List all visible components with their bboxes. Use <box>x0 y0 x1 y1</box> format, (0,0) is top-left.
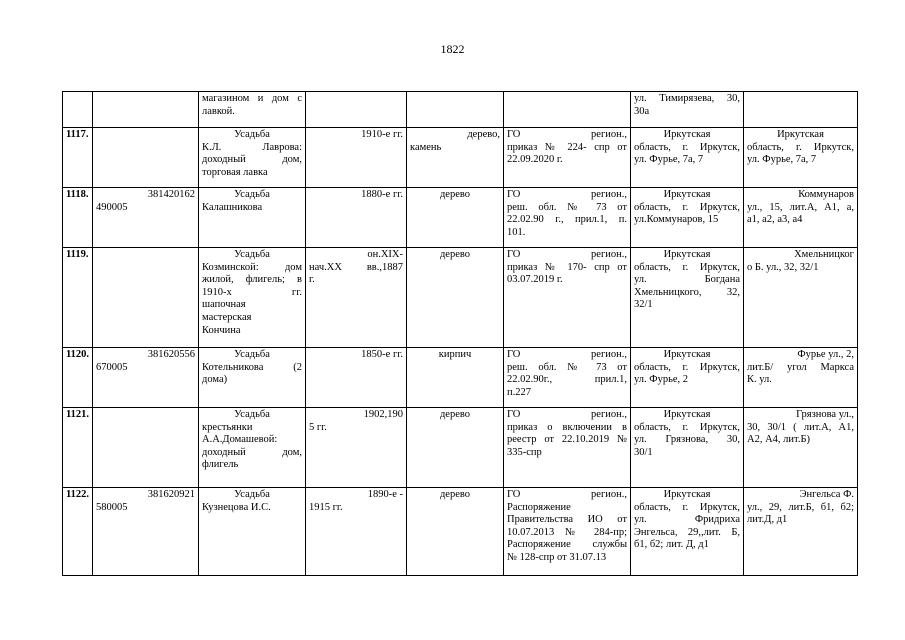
cell-text-line: ул., 15, лит.А, А1, а, <box>747 201 854 213</box>
cell-text-line: 101. <box>507 226 526 238</box>
cell-text-line: лит.Б/ угол Маркса <box>747 361 854 373</box>
heritage-registry-table <box>62 91 858 576</box>
cell-text-line: Усадьба <box>234 249 270 260</box>
cell-protection-document <box>504 348 631 408</box>
cell-text-line: о Б. ул., 32, 32/1 <box>747 261 819 273</box>
cell-protection-document <box>504 128 631 188</box>
cell-text-line: магазином и дом с <box>202 93 302 104</box>
cell-text-line: А.А.Домашевой: <box>202 434 278 446</box>
table-row <box>63 188 858 248</box>
cell-text-line: Правительства ИО от <box>507 514 627 526</box>
cell-material <box>407 92 504 128</box>
cell-text-line: реш. обл. № 73 от <box>507 201 627 213</box>
cell-text-line: мастерская <box>202 311 252 323</box>
table-body <box>63 92 858 576</box>
cell-text-line: лавкой. <box>202 105 235 117</box>
cell-text-line: 580005 <box>96 501 128 513</box>
cell-text-line: 1915 гг. <box>309 501 343 513</box>
cell-text-line: Усадьба <box>234 409 270 420</box>
page-number: 1822 <box>440 42 465 56</box>
cell-text-line: Иркутская <box>663 489 711 500</box>
cell-text-line: дерево, <box>467 129 500 140</box>
cell-text-line: флигель <box>202 459 239 471</box>
cell-text-line: 1902,190 <box>363 409 403 420</box>
cell-text-line: дерево <box>439 249 471 260</box>
cell-text-line: дерево <box>439 409 471 420</box>
cell-text-line: Иркутская <box>663 189 711 200</box>
cell-location <box>744 188 858 248</box>
cell-location <box>744 488 858 576</box>
table-row <box>63 128 858 188</box>
cell-text-line: Хмельницкого, 32, <box>634 286 740 298</box>
cell-text-line: 335-спр <box>507 446 542 458</box>
cell-registry-code <box>93 348 199 408</box>
cell-number: 1117. <box>63 128 93 188</box>
cell-text-line: 1890-е - <box>367 489 403 500</box>
cell-text-line: Энгельса Ф. <box>799 489 854 500</box>
cell-text-line: ул. Фурье, 2 <box>634 374 689 386</box>
cell-protection-document <box>504 188 631 248</box>
cell-text-line: 381620556 <box>147 349 195 360</box>
cell-text-line: Хмельницког <box>794 249 854 260</box>
cell-object-name <box>199 248 306 348</box>
cell-dating <box>306 408 407 488</box>
cell-text-line: ул. Грязнова, 30, <box>634 434 740 446</box>
cell-dating <box>306 248 407 348</box>
cell-text-line: Усадьба <box>234 489 270 500</box>
cell-address <box>631 188 744 248</box>
table-row <box>63 248 858 348</box>
cell-number <box>63 92 93 128</box>
cell-address <box>631 348 744 408</box>
cell-text-line: Усадьба <box>234 189 270 200</box>
cell-text-line: ул. Фурье, 7а, 7 <box>634 154 704 166</box>
cell-object-name <box>199 408 306 488</box>
cell-location <box>744 92 858 128</box>
cell-text-line: Грязнова ул., <box>796 409 854 420</box>
cell-text-line: Иркутская <box>663 249 711 260</box>
cell-text-line: приказ о включении в <box>507 421 627 433</box>
cell-text-line: область, г. Иркутск, <box>747 141 854 153</box>
cell-text-line: Усадьба <box>234 129 270 140</box>
cell-text-line: крестьянки <box>202 421 253 433</box>
cell-text-line: Котельникова (2 <box>202 361 302 373</box>
cell-text-line: 1880-е гг. <box>361 189 403 200</box>
cell-text-line: А2, А4, лит.Б) <box>747 434 810 446</box>
cell-text-line: Распоряжение службы <box>507 539 627 551</box>
cell-location <box>744 128 858 188</box>
cell-text-line: № 128-спр от 31.07.13 <box>507 551 607 563</box>
cell-object-name <box>199 488 306 576</box>
cell-dating <box>306 128 407 188</box>
cell-text-line: Усадьба <box>234 349 270 360</box>
cell-protection-document <box>504 92 631 128</box>
cell-registry-code <box>93 248 199 348</box>
cell-registry-code <box>93 92 199 128</box>
cell-object-name <box>199 128 306 188</box>
cell-number: 1119. <box>63 248 93 348</box>
cell-text-line: ГО регион., <box>507 489 627 500</box>
cell-text-line: ГО регион., <box>507 129 627 140</box>
cell-material <box>407 348 504 408</box>
cell-text-line: 381420162 <box>147 189 195 200</box>
cell-text-line: реестр от 22.10.2019 № <box>507 434 627 446</box>
cell-object-name <box>199 348 306 408</box>
cell-text-line: ул., 29, лит.Б, б1, б2; <box>747 501 854 513</box>
cell-material <box>407 248 504 348</box>
table-row <box>63 92 858 128</box>
cell-text-line: область, г. Иркутск, <box>634 201 740 213</box>
cell-registry-code <box>93 188 199 248</box>
cell-protection-document <box>504 408 631 488</box>
cell-text-line: торговая лавка <box>202 166 268 178</box>
cell-material <box>407 188 504 248</box>
cell-text-line: 1850-е гг. <box>361 349 403 360</box>
cell-address <box>631 248 744 348</box>
cell-registry-code <box>93 408 199 488</box>
cell-text-line: ул. Тимирязева, 30, <box>634 93 740 104</box>
cell-text-line: 5 гг. <box>309 421 327 433</box>
cell-text-line: жилой, флигель; в <box>202 274 302 286</box>
cell-location <box>744 248 858 348</box>
cell-text-line: Кончина <box>202 324 241 336</box>
cell-text-line: шапочная <box>202 299 246 311</box>
cell-protection-document <box>504 248 631 348</box>
cell-number: 1122. <box>63 488 93 576</box>
cell-number: 1121. <box>63 408 93 488</box>
cell-text-line: Коммунаров <box>798 189 854 200</box>
cell-text-line: 670005 <box>96 361 128 373</box>
cell-registry-code <box>93 128 199 188</box>
cell-text-line: область, г. Иркутск, <box>634 501 740 513</box>
cell-text-line: лит.Д, д1 <box>747 514 788 526</box>
cell-text-line: 490005 <box>96 201 128 213</box>
cell-text-line: ул. Богдана <box>634 274 740 286</box>
cell-text-line: 1910-е гг. <box>361 129 403 140</box>
cell-text-line: К. ул. <box>747 374 772 386</box>
cell-text-line: ГО регион., <box>507 249 627 260</box>
cell-dating <box>306 348 407 408</box>
cell-text-line: Калашникова <box>202 201 263 213</box>
cell-text-line: 22.02.90 г., прил.1, п. <box>507 214 627 226</box>
cell-text-line: ГО регион., <box>507 189 627 200</box>
table-row <box>63 348 858 408</box>
cell-text-line: реш. обл. № 73 от <box>507 361 627 373</box>
cell-text-line: Козминской: дом <box>202 261 302 273</box>
cell-text-line: Иркутская <box>777 129 824 140</box>
cell-text-line: п.227 <box>507 386 531 398</box>
cell-text-line: 10.07.2013 № 284-пр; <box>507 526 627 538</box>
cell-text-line: 22.02.90г., прил.1, <box>507 374 627 386</box>
cell-text-line: область, г. Иркутск, <box>634 261 740 273</box>
cell-address <box>631 488 744 576</box>
cell-object-name <box>199 92 306 128</box>
cell-text-line: дерево <box>439 189 471 200</box>
cell-text-line: 1910-х гг. <box>202 286 302 298</box>
cell-text-line: Энгельса, 29,,лит. Б, <box>634 526 740 538</box>
cell-object-name <box>199 188 306 248</box>
cell-text-line: доходный дом, <box>202 446 302 458</box>
cell-text-line: область, г. Иркутск, <box>634 421 740 433</box>
cell-dating <box>306 92 407 128</box>
cell-material <box>407 488 504 576</box>
cell-text-line: 03.07.2019 г. <box>507 274 563 286</box>
cell-text-line: 30, 30/1 ( лит.А, А1, <box>747 421 854 433</box>
cell-text-line: ГО регион., <box>507 349 627 360</box>
cell-text-line: ул. Фурье, 7а, 7 <box>747 154 817 166</box>
cell-text-line: 32/1 <box>634 299 653 311</box>
cell-text-line: К.Л. Лаврова: <box>202 141 302 153</box>
cell-text-line: 22.09.2020 г. <box>507 154 563 166</box>
cell-text-line: г. <box>309 274 315 286</box>
cell-text-line: 30а <box>634 105 650 117</box>
cell-text-line: дома) <box>202 374 228 386</box>
cell-address <box>631 92 744 128</box>
cell-registry-code <box>93 488 199 576</box>
cell-material <box>407 408 504 488</box>
cell-text-line: а1, а2, а3, а4 <box>747 214 803 226</box>
cell-text-line: Распоряжение <box>507 501 571 513</box>
cell-text-line: область, г. Иркутск, <box>634 361 740 373</box>
table-row <box>63 408 858 488</box>
cell-text-line: 30/1 <box>634 446 653 458</box>
cell-text-line: он.XIX- <box>367 249 403 260</box>
cell-location <box>744 408 858 488</box>
cell-number: 1120. <box>63 348 93 408</box>
cell-text-line: б1, б2; лит. Д, д1 <box>634 539 709 551</box>
cell-text-line: Иркутская <box>663 409 711 420</box>
cell-location <box>744 348 858 408</box>
cell-text-line: Кузнецова И.С. <box>202 501 271 513</box>
table-row <box>63 488 858 576</box>
cell-dating <box>306 488 407 576</box>
cell-address <box>631 408 744 488</box>
cell-text-line: приказ № 224- спр от <box>507 141 627 153</box>
cell-text-line: Иркутская <box>663 129 711 140</box>
cell-material <box>407 128 504 188</box>
cell-protection-document <box>504 488 631 576</box>
cell-text-line: ул. Фридриха <box>634 514 740 526</box>
cell-text-line: Фурье ул., 2, <box>797 349 854 360</box>
cell-address <box>631 128 744 188</box>
cell-text-line: приказ № 170- спр от <box>507 261 627 273</box>
cell-text-line: ГО регион., <box>507 409 627 420</box>
cell-text-line: камень <box>410 141 442 153</box>
cell-text-line: область, г. Иркутск, <box>634 141 740 153</box>
cell-dating <box>306 188 407 248</box>
cell-text-line: Иркутская <box>663 349 711 360</box>
cell-text-line: 381620921 <box>147 489 195 500</box>
cell-text-line: кирпич <box>438 349 472 360</box>
cell-text-line: ул.Коммунаров, 15 <box>634 214 719 226</box>
cell-text-line: нач.XX вв.,1887 <box>309 261 403 273</box>
cell-number: 1118. <box>63 188 93 248</box>
cell-text-line: дерево <box>439 489 471 500</box>
cell-text-line: доходный дом, <box>202 154 302 166</box>
